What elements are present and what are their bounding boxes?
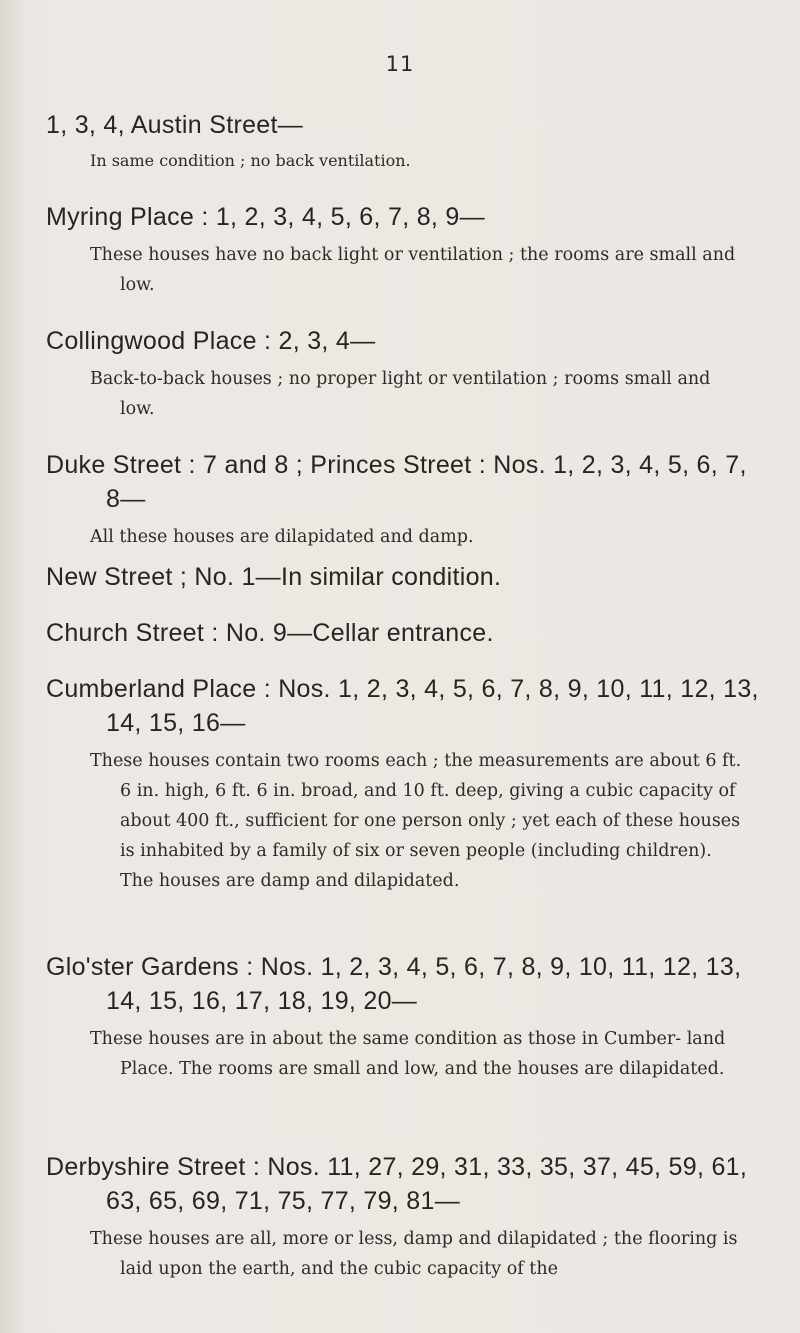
entry-derbyshire-street [46,1150,762,1284]
entry-heading: 1, 3, 4, Austin Street— [46,111,304,139]
entry-heading: Glo'ster Gardens : Nos. 1, 2, 3, 4, 5, 6, 7, 8, 9, 10, 11, 12, 13, 14, 15, 16, 17, 18, 19, 20— [46,953,742,1015]
entry-church-street [46,616,762,650]
entry-new-street [46,560,762,594]
entry-description: In same condition ; no back ventilation. [90,151,411,170]
entry-description: All these houses are dilapidated and damp. [90,527,474,547]
entry-myring-place [46,200,762,300]
entry-heading: Derbyshire Street : Nos. 11, 27, 29, 31, 33, 35, 37, 45, 59, 61, 63, 65, 69, 71, 75, 77, 79, 81— [46,1153,748,1215]
entry-heading: Cumberland Place : Nos. 1, 2, 3, 4, 5, 6, 7, 8, 9, 10, 11, 12, 13, 14, 15, 16— [46,675,759,737]
entry-heading: Collingwood Place : 2, 3, 4— [46,327,376,355]
entry-collingwood-place [46,324,762,424]
entry-duke-princes-street [46,448,762,552]
page-number: 11 [385,52,415,76]
entry-description: These houses have no back light or ventilation ; the rooms are small and low. [90,245,736,295]
entry-heading: Church Street : No. 9—Cellar entrance. [46,619,494,647]
entry-description: These houses are in about the same condition as those in Cumber- land Place. The rooms are small and low, and the houses are dilapidated. [90,1029,726,1079]
entry-heading: Duke Street : 7 and 8 ; Princes Street : Nos. 1, 2, 3, 4, 5, 6, 7, 8— [46,451,747,513]
entry-gloster-gardens [46,950,762,1084]
entry-description: These houses are all, more or less, damp and dilapidated ; the flooring is laid upon the earth, and the cubic capacity of the [90,1229,738,1279]
entry-cumberland-place [46,672,762,896]
entry-heading: Myring Place : 1, 2, 3, 4, 5, 6, 7, 8, 9— [46,203,485,231]
entry-description: These houses contain two rooms each ; the measurements are about 6 ft. 6 in. high, 6 ft. 6 in. broad, and 10 ft. deep, giving a cubic capacity of about 400 ft., sufficient for one person only ; yet each of these houses is inhabited by a family of six or seven people (including children). The houses are damp and dilapidated. [90,751,742,891]
entry-description: Back-to-back houses ; no proper light or ventilation ; rooms small and low. [90,369,711,419]
entry-heading: New Street ; No. 1—In similar condition. [46,563,502,591]
entry-austin-street [46,108,762,176]
